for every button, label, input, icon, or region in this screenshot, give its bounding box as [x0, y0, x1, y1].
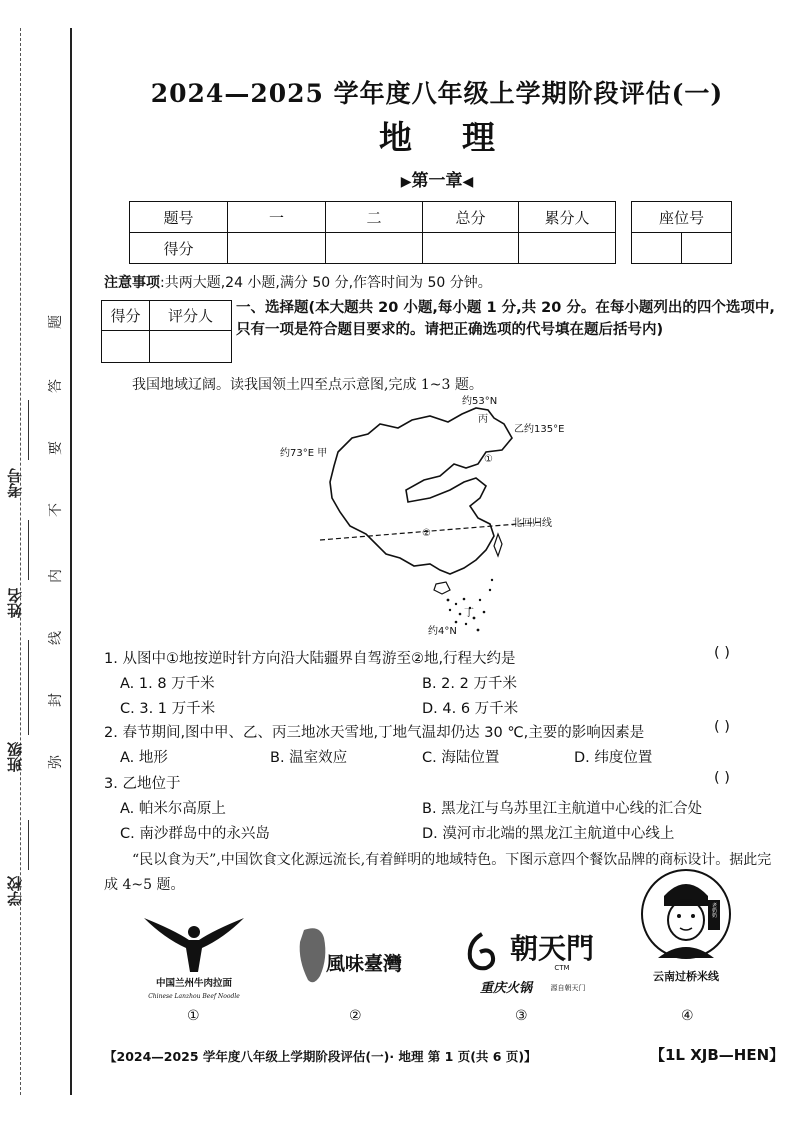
- question-3-answer-blank[interactable]: ( ): [714, 770, 730, 786]
- subject-title: 地理: [379, 118, 545, 157]
- logo-3-text: 朝天門: [509, 932, 595, 965]
- question-3-stem: 3. 乙地位于: [104, 776, 181, 792]
- question-2-option-b: B. 温室效应: [270, 750, 348, 766]
- question-1-answer-blank[interactable]: ( ): [714, 645, 730, 661]
- question-1-stem: 1. 从图中①地按逆时针方向沿大陆疆界自驾游至②地,行程大约是: [104, 651, 516, 667]
- notice-label: 注意事项: [104, 275, 160, 291]
- logo-4-text: 云南过桥米线: [653, 970, 719, 983]
- logo-1-text: 中国兰州牛肉拉面: [155, 978, 233, 989]
- paper-code: 【1L XJB—HEN】: [650, 1046, 785, 1064]
- question-2-option-c: C. 海陆位置: [422, 750, 500, 766]
- score-header-cell: 二: [326, 202, 423, 233]
- hainan-island: [434, 582, 450, 594]
- logo-3-number: ③: [515, 1008, 528, 1024]
- south-sea-islands: [447, 579, 494, 632]
- score-header-cell: 累分人: [519, 202, 616, 233]
- china-outline: [330, 408, 512, 574]
- seal-char: 不: [48, 503, 64, 517]
- question-2-option-d: D. 纬度位置: [574, 750, 653, 766]
- section-1-instructions: 一、选择题(本大题共 20 小题,每小题 1 分,共 20 分。在每小题列出的四个选项中,只有一项是符合题目要求的。请把正确选项的代号填在题后括号内): [236, 300, 775, 338]
- score-cell[interactable]: [423, 233, 519, 264]
- score-cell[interactable]: [326, 233, 423, 264]
- score-row-label: 得分: [130, 233, 228, 264]
- logo-1-number: ①: [187, 1008, 200, 1024]
- exam-title: 2024—2025 学年度八年级上学期阶段评估(一): [150, 79, 724, 108]
- taiwan-island: [494, 534, 502, 556]
- field-school-line: [28, 820, 29, 870]
- map-south-label: 约4°N: [428, 626, 457, 637]
- seal-char: 要: [48, 441, 64, 455]
- grandma-portrait-icon: [664, 884, 708, 906]
- grader-name-cell[interactable]: [150, 331, 232, 363]
- question-2-stem: 2. 春节期间,图中甲、乙、丙三地冰天雪地,丁地气温却仍达 30 ℃,主要的影响因素是: [104, 725, 645, 741]
- logo-lanzhou-noodle: [134, 910, 254, 1005]
- question-1-option-a: A. 1. 8 万千米: [120, 676, 215, 692]
- score-table: [129, 201, 616, 264]
- map-point-2: ②: [422, 528, 431, 539]
- seal-char: 弥: [48, 755, 64, 769]
- logo-3-tag2: 源自朝天门: [550, 984, 586, 992]
- grader-score-label: 得分: [102, 301, 150, 331]
- logo-3-tag: 重庆火锅: [479, 981, 533, 996]
- logo-chaotianmen: [460, 918, 610, 1002]
- field-name-label: 姓名: [6, 588, 24, 618]
- margin-border-line: [70, 28, 72, 1095]
- logo-1-subtext: Chinese Lanzhou Beef Noodle: [148, 993, 240, 1000]
- map-west-label: 约73°E 甲: [280, 448, 328, 459]
- field-name-line: [28, 520, 29, 580]
- seal-char: 线: [48, 631, 64, 645]
- seal-char: 答: [48, 379, 64, 393]
- question-3-option-b: B. 黑龙江与乌苏里江主航道中心线的汇合处: [422, 801, 703, 817]
- field-class-label: 班级: [6, 742, 24, 772]
- map-north-point: 丙: [478, 414, 488, 425]
- cut-line: [20, 28, 21, 1095]
- seal-char: 内: [48, 569, 64, 583]
- map-intro: 我国地域辽阔。读我国领土四至点示意图,完成 1~3 题。: [132, 377, 483, 393]
- notice: [104, 272, 492, 292]
- notice-text: :共两大题,24 小题,满分 50 分,作答时间为 50 分钟。: [160, 275, 492, 291]
- logo-intro: “民以食为天”,中国饮食文化源远流长,有着鲜明的地域特色。下图示意四个餐饮品牌的商标设计。据此完成 4~5 题。: [104, 852, 772, 893]
- swirl-icon: [470, 934, 493, 968]
- logo-2-text: 風味臺灣: [325, 953, 403, 975]
- question-1-option-b: B. 2. 2 万千米: [422, 676, 517, 692]
- seal-char: 封: [48, 693, 64, 707]
- map-point-1: ①: [484, 454, 493, 465]
- map-tropic-label: 北回归线: [512, 518, 552, 529]
- map-south-point: 丁: [464, 608, 474, 619]
- grader-name-label: 评分人: [150, 301, 232, 331]
- triangle-right-icon: ▶: [400, 174, 412, 190]
- seat-cell[interactable]: [632, 233, 682, 264]
- field-id-line: [28, 400, 29, 460]
- field-class-line: [28, 640, 29, 735]
- score-cell[interactable]: [228, 233, 326, 264]
- page-footer: 【2024—2025 学年度八年级上学期阶段评估(一)· 地理 第 1 页(共 6 页)】: [104, 1049, 537, 1064]
- logo-2-number: ②: [349, 1008, 362, 1024]
- chapter-text: 第一章: [411, 171, 463, 191]
- tropic-of-cancer-line: [320, 522, 542, 540]
- field-id-label: 考号: [6, 468, 24, 498]
- logo-4-seal: 老奶奶: [711, 902, 717, 918]
- question-2-answer-blank[interactable]: ( ): [714, 719, 730, 735]
- score-header-cell: 总分: [423, 202, 519, 233]
- question-2-option-a: A. 地形: [120, 750, 168, 766]
- logo-3-subtext: CTM: [554, 964, 570, 972]
- question-1-option-d: D. 4. 6 万千米: [422, 701, 519, 717]
- logo-taiwan-flavor: [290, 920, 410, 1000]
- seat-table: [631, 201, 732, 264]
- logo-yunnan-noodle: [636, 866, 736, 986]
- chapter-label: [80, 166, 794, 191]
- map-east-label: 乙约135°E: [514, 424, 565, 435]
- seat-label: 座位号: [632, 202, 732, 233]
- seal-char: 题: [48, 315, 64, 329]
- score-header-cell: 一: [228, 202, 326, 233]
- score-cell[interactable]: [519, 233, 616, 264]
- question-1-option-c: C. 3. 1 万千米: [120, 701, 216, 717]
- taiwan-shape-icon: [300, 928, 326, 982]
- china-extreme-points-map: [280, 394, 570, 640]
- field-school-label: 学校: [6, 876, 24, 906]
- grader-score-cell[interactable]: [102, 331, 150, 363]
- triangle-left-icon: ◀: [462, 174, 474, 190]
- logo-4-number: ④: [681, 1008, 694, 1024]
- question-3-option-d: D. 漠河市北端的黑龙江主航道中心线上: [422, 826, 675, 842]
- seat-cell[interactable]: [682, 233, 732, 264]
- score-header-cell: 题号: [130, 202, 228, 233]
- grader-table: [101, 300, 232, 363]
- question-3-option-c: C. 南沙群岛中的永兴岛: [120, 826, 270, 842]
- map-north-label: 约53°N: [462, 396, 498, 407]
- question-3-option-a: A. 帕米尔高原上: [120, 801, 226, 817]
